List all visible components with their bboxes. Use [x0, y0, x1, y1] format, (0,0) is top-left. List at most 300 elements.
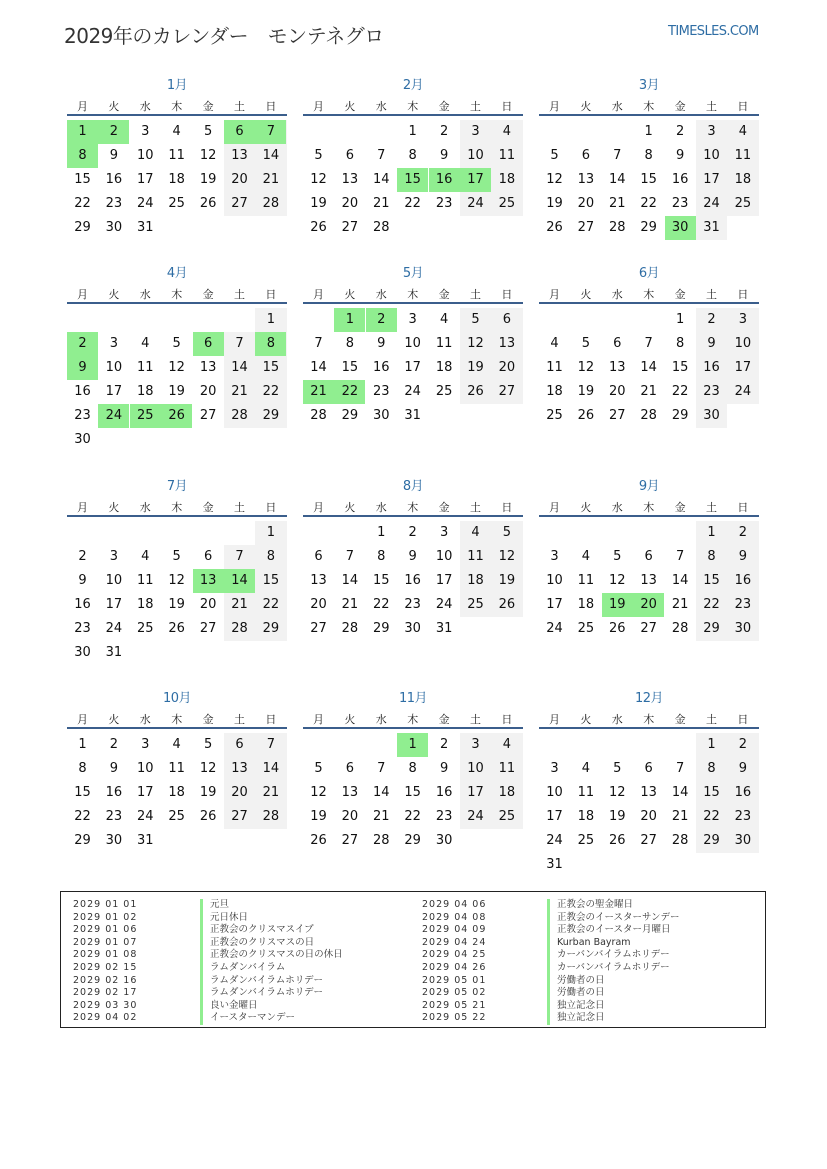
- calendar-date: 11: [498, 148, 516, 163]
- calendar-date: 14: [640, 360, 657, 375]
- weekday-header: 木: [171, 100, 183, 113]
- weekday-header: 火: [580, 713, 592, 726]
- calendar-date: 21: [373, 196, 390, 211]
- calendar-date: 2: [675, 124, 685, 139]
- calendar-date: 11: [577, 573, 595, 588]
- calendar-date: 9: [439, 761, 449, 776]
- calendar-date: 18: [498, 785, 516, 800]
- weekday-header: 日: [737, 713, 749, 726]
- header-separator: [67, 515, 287, 517]
- calendar-date: 15: [640, 172, 657, 187]
- calendar-date: 4: [581, 549, 591, 564]
- header-separator: [303, 302, 523, 304]
- weekday-header: 土: [706, 713, 717, 726]
- calendar-date: 25: [467, 597, 484, 612]
- calendar-date: 8: [266, 549, 276, 564]
- calendar-date: 16: [373, 360, 390, 375]
- calendar-date: 25: [498, 196, 516, 211]
- month-calendar: [67, 475, 287, 665]
- holiday-date: 14: [224, 569, 255, 593]
- calendar-date: 2: [439, 124, 449, 139]
- holiday-date: 2: [98, 120, 129, 144]
- calendar-date: 22: [74, 809, 91, 824]
- weekday-header: 月: [77, 501, 88, 514]
- holiday-name-text: 正教会のイースターサンデー: [547, 912, 680, 925]
- holiday-date-text: 2029 02 15: [73, 962, 138, 973]
- calendar-date: 29: [703, 833, 720, 848]
- calendar-date: 9: [675, 148, 685, 163]
- calendar-date: 11: [734, 148, 752, 163]
- calendar-date: 13: [231, 148, 248, 163]
- calendar-date: 13: [341, 785, 359, 800]
- calendar-date: 22: [373, 597, 390, 612]
- calendar-date: 25: [498, 809, 516, 824]
- calendar-date: 7: [235, 336, 244, 351]
- calendar-date: 17: [105, 384, 123, 399]
- calendar-date: 16: [105, 785, 123, 800]
- calendar-date: 30: [734, 833, 752, 848]
- holiday-name-text: 正教会の聖金曜日: [547, 899, 633, 912]
- calendar-date: 4: [502, 124, 512, 139]
- header-separator: [539, 114, 759, 116]
- calendar-date: 1: [78, 737, 87, 752]
- calendar-date: 10: [703, 148, 720, 163]
- calendar-date: 10: [546, 785, 563, 800]
- weekday-header: 金: [202, 100, 214, 113]
- calendar-date: 6: [235, 737, 244, 752]
- weekday-header: 木: [407, 100, 419, 113]
- calendar-date: 20: [577, 196, 595, 211]
- calendar-date: 19: [609, 809, 626, 824]
- holiday-date: 24: [98, 404, 129, 428]
- calendar-date: 10: [105, 360, 123, 375]
- weekday-header: 日: [265, 713, 277, 726]
- weekday-header: 水: [375, 713, 387, 726]
- calendar-date: 28: [609, 220, 626, 235]
- site-brand-link[interactable]: TIMESLES.COM: [668, 24, 759, 39]
- calendar-date: 20: [231, 172, 248, 187]
- calendar-date: 31: [546, 857, 563, 872]
- calendar-date: 12: [310, 785, 327, 800]
- calendar-date: 1: [644, 124, 653, 139]
- holiday-name-text: 正教会のクリスマスイブ: [200, 924, 314, 937]
- holiday-date: 25: [130, 404, 161, 428]
- calendar-date: 18: [435, 360, 453, 375]
- calendar-date: 10: [467, 761, 484, 776]
- header-separator: [539, 302, 759, 304]
- holiday-date-text: 2029 03 30: [73, 999, 138, 1011]
- weekday-header: 金: [674, 100, 686, 113]
- calendar-date: 2: [78, 549, 87, 564]
- month-calendar: [303, 687, 523, 853]
- calendar-date: 22: [703, 597, 720, 612]
- calendar-date: 26: [310, 220, 327, 235]
- month-name: 4月: [166, 266, 188, 281]
- holiday-date-text: 2029 01 08: [73, 949, 138, 961]
- holiday-name-text: ラムダンバイラムホリデー: [200, 987, 323, 1000]
- calendar-date: 13: [199, 360, 217, 375]
- month-name: 10月: [162, 691, 192, 706]
- calendar-date: 30: [404, 621, 421, 636]
- weekday-header: 日: [265, 100, 277, 113]
- calendar-date: 24: [435, 597, 453, 612]
- calendar-date: 10: [137, 761, 154, 776]
- weekday-header: 月: [77, 713, 88, 726]
- calendar-date: 22: [404, 809, 421, 824]
- calendar-date: 2: [408, 525, 417, 540]
- weekday-header: 水: [139, 288, 151, 301]
- weekday-header: 火: [580, 100, 592, 113]
- calendar-date: 8: [675, 336, 685, 351]
- calendar-date: 1: [377, 525, 386, 540]
- weekday-header: 水: [611, 713, 623, 726]
- calendar-date: 21: [262, 785, 280, 800]
- holiday-date-text: 2029 01 07: [73, 936, 138, 948]
- calendar-date: 11: [435, 336, 453, 351]
- calendar-date: 7: [377, 148, 386, 163]
- calendar-date: 31: [137, 220, 154, 235]
- calendar-date: 30: [373, 408, 390, 423]
- calendar-date: 22: [703, 809, 720, 824]
- calendar-date: 21: [671, 597, 689, 612]
- holiday-name-text: 独立記念日: [547, 1012, 605, 1025]
- holiday-name-text: カーバンバイラムホリデー: [547, 949, 670, 962]
- calendar-date: 28: [341, 621, 359, 636]
- holiday-name-text: 正教会のクリスマスの日: [200, 937, 314, 950]
- calendar-date: 8: [377, 549, 386, 564]
- month-calendar: [539, 475, 759, 641]
- holiday-date: 17: [460, 168, 491, 192]
- weekday-header: 土: [706, 100, 717, 113]
- holiday-name-text: ラムダンバイラム: [200, 962, 285, 975]
- calendar-date: 5: [203, 124, 213, 139]
- holiday-date: 6: [193, 332, 224, 356]
- holiday-name-text: 労働者の日: [547, 975, 605, 988]
- holiday-date: 1: [67, 120, 98, 144]
- calendar-date: 18: [498, 172, 516, 187]
- weekday-header: 月: [549, 100, 560, 113]
- calendar-date: 26: [310, 833, 327, 848]
- calendar-date: 24: [734, 384, 752, 399]
- calendar-date: 7: [644, 336, 653, 351]
- weekday-header: 火: [344, 288, 356, 301]
- month-calendar: [539, 262, 759, 428]
- calendar-date: 15: [74, 172, 91, 187]
- calendar-date: 3: [109, 336, 119, 351]
- holiday-date: 2: [67, 332, 98, 356]
- calendar-date: 3: [408, 312, 417, 327]
- month-calendar: [67, 74, 287, 240]
- calendar-date: 18: [577, 597, 595, 612]
- calendar-date: 29: [262, 408, 280, 423]
- calendar-date: 7: [675, 549, 685, 564]
- calendar-date: 1: [675, 312, 685, 327]
- calendar-date: 16: [74, 384, 91, 399]
- calendar-date: 23: [105, 196, 123, 211]
- holiday-date: 30: [665, 216, 696, 240]
- calendar-date: 23: [671, 196, 689, 211]
- weekday-header: 土: [470, 288, 481, 301]
- holiday-date: 22: [334, 380, 365, 404]
- weekday-header: 土: [470, 501, 481, 514]
- calendar-date: 11: [168, 761, 185, 776]
- calendar-date: 30: [74, 432, 91, 447]
- calendar-date: 24: [546, 621, 563, 636]
- calendar-date: 17: [546, 809, 563, 824]
- holiday-date: 2: [366, 308, 397, 332]
- calendar-date: 6: [314, 549, 323, 564]
- calendar-date: 17: [137, 172, 154, 187]
- calendar-date: 6: [345, 761, 355, 776]
- calendar-date: 16: [734, 573, 752, 588]
- header-separator: [67, 114, 287, 116]
- holiday-name-text: 正教会のイースター月曜日: [547, 924, 671, 937]
- calendar-date: 1: [707, 737, 716, 752]
- weekday-header: 土: [706, 501, 717, 514]
- holiday-date-text: 2029 04 02: [73, 1012, 138, 1024]
- calendar-date: 19: [467, 360, 484, 375]
- calendar-date: 14: [262, 148, 280, 163]
- calendar-date: 4: [502, 737, 512, 752]
- calendar-date: 18: [137, 597, 154, 612]
- calendar-date: 19: [168, 384, 185, 399]
- calendar-date: 5: [471, 312, 480, 327]
- calendar-date: 17: [546, 597, 563, 612]
- calendar-date: 21: [671, 809, 689, 824]
- calendar-date: 11: [546, 360, 563, 375]
- calendar-date: 14: [231, 360, 248, 375]
- weekday-header: 木: [407, 713, 419, 726]
- holiday-date: 21: [303, 380, 334, 404]
- calendar-date: 16: [74, 597, 91, 612]
- calendar-date: 5: [502, 525, 512, 540]
- calendar-date: 16: [703, 360, 720, 375]
- calendar-date: 28: [262, 809, 280, 824]
- holiday-date-text: 2029 01 01: [73, 899, 138, 910]
- calendar-date: 18: [734, 172, 752, 187]
- calendar-date: 23: [734, 809, 752, 824]
- page-title: 2029年のカレンダー モンテネグロ: [64, 24, 384, 48]
- calendar-date: 13: [609, 360, 626, 375]
- holiday-date: 1: [334, 308, 365, 332]
- holiday-date: 8: [67, 144, 98, 168]
- month-name: 7月: [166, 479, 188, 494]
- weekday-header: 金: [202, 288, 214, 301]
- weekday-header: 金: [438, 713, 450, 726]
- calendar-date: 22: [404, 196, 421, 211]
- calendar-date: 19: [168, 597, 185, 612]
- calendar-date: 14: [609, 172, 626, 187]
- header-separator: [67, 727, 287, 729]
- weekday-header: 月: [313, 501, 324, 514]
- calendar-date: 12: [577, 360, 595, 375]
- calendar-date: 20: [199, 384, 217, 399]
- weekday-header: 火: [344, 713, 356, 726]
- calendar-date: 16: [734, 785, 752, 800]
- calendar-date: 23: [435, 196, 453, 211]
- calendar-date: 27: [231, 196, 248, 211]
- calendar-date: 27: [577, 220, 595, 235]
- calendar-date: 12: [498, 549, 516, 564]
- calendar-date: 27: [640, 621, 657, 636]
- calendar-date: 23: [74, 408, 91, 423]
- holiday-date-text: 2029 04 26: [422, 962, 487, 973]
- weekday-header: 水: [139, 501, 151, 514]
- calendar-date: 29: [404, 833, 421, 848]
- calendar-date: 5: [203, 737, 213, 752]
- holiday-date: 20: [633, 593, 664, 617]
- calendar-date: 5: [314, 761, 323, 776]
- calendar-date: 4: [141, 549, 150, 564]
- holiday-date: 15: [397, 168, 428, 192]
- weekday-header: 水: [139, 713, 151, 726]
- calendar-date: 29: [373, 621, 390, 636]
- month-calendar: [67, 262, 287, 452]
- header-separator: [303, 114, 523, 116]
- calendar-date: 13: [310, 573, 327, 588]
- calendar-date: 6: [345, 148, 355, 163]
- calendar-date: 14: [671, 573, 689, 588]
- weekday-header: 日: [737, 100, 749, 113]
- header-separator: [67, 302, 287, 304]
- calendar-date: 20: [609, 384, 626, 399]
- holiday-date-text: 2029 02 16: [73, 974, 138, 986]
- calendar-date: 24: [467, 809, 484, 824]
- holiday-date-text: 2029 01 02: [73, 911, 138, 923]
- calendar-date: 5: [172, 549, 181, 564]
- month-name: 6月: [638, 266, 660, 281]
- calendar-date: 13: [341, 172, 359, 187]
- calendar-date: 3: [738, 312, 748, 327]
- calendar-date: 8: [408, 148, 417, 163]
- calendar-date: 15: [671, 360, 689, 375]
- calendar-date: 6: [644, 761, 653, 776]
- weekday-header: 木: [407, 288, 419, 301]
- calendar-date: 10: [435, 549, 453, 564]
- calendar-date: 19: [199, 172, 217, 187]
- calendar-date: 17: [105, 597, 123, 612]
- calendar-date: 10: [105, 573, 123, 588]
- calendar-date: 23: [703, 384, 720, 399]
- calendar-date: 29: [671, 408, 689, 423]
- calendar-date: 21: [373, 809, 390, 824]
- calendar-date: 3: [471, 124, 480, 139]
- weekday-header: 火: [108, 288, 120, 301]
- weekday-header: 火: [580, 288, 592, 301]
- calendar-date: 10: [467, 148, 484, 163]
- month-calendar: [67, 687, 287, 853]
- weekday-header: 月: [313, 713, 324, 726]
- calendar-date: 10: [404, 336, 421, 351]
- calendar-date: 5: [581, 336, 591, 351]
- weekday-header: 金: [438, 288, 450, 301]
- holiday-date-text: 2029 05 01: [422, 974, 487, 986]
- calendar-date: 27: [199, 621, 217, 636]
- weekday-header: 水: [375, 501, 387, 514]
- calendar-date: 15: [262, 360, 280, 375]
- calendar-date: 15: [74, 785, 91, 800]
- weekday-header: 日: [737, 501, 749, 514]
- month-calendar: [539, 74, 759, 240]
- weekday-header: 土: [470, 100, 481, 113]
- calendar-date: 1: [266, 525, 276, 540]
- calendar-date: 24: [137, 809, 154, 824]
- calendar-date: 31: [105, 645, 123, 660]
- calendar-date: 30: [734, 621, 752, 636]
- calendar-date: 9: [738, 549, 748, 564]
- calendar-date: 14: [341, 573, 359, 588]
- calendar-date: 16: [404, 573, 421, 588]
- calendar-date: 2: [439, 737, 449, 752]
- weekday-header: 日: [501, 713, 513, 726]
- holiday-name-text: 元旦: [200, 899, 229, 912]
- calendar-date: 8: [78, 761, 87, 776]
- calendar-date: 5: [613, 549, 622, 564]
- weekday-header: 水: [139, 100, 151, 113]
- calendar-date: 18: [577, 809, 595, 824]
- header-separator: [303, 515, 523, 517]
- month-calendar: [303, 475, 523, 641]
- holiday-date-text: 2029 05 21: [422, 999, 487, 1011]
- calendar-date: 11: [467, 549, 484, 564]
- calendar-date: 29: [74, 833, 91, 848]
- weekday-header: 木: [171, 501, 183, 514]
- calendar-date: 20: [341, 809, 359, 824]
- calendar-date: 17: [137, 785, 154, 800]
- calendar-date: 26: [467, 384, 484, 399]
- calendar-date: 25: [734, 196, 752, 211]
- calendar-date: 28: [671, 621, 689, 636]
- weekday-header: 木: [171, 713, 183, 726]
- calendar-date: 16: [671, 172, 689, 187]
- calendar-date: 24: [137, 196, 154, 211]
- weekday-header: 火: [344, 100, 356, 113]
- calendar-date: 9: [439, 148, 449, 163]
- header-separator: [539, 515, 759, 517]
- calendar-date: 12: [310, 172, 327, 187]
- weekday-header: 金: [438, 100, 450, 113]
- calendar-date: 5: [172, 336, 181, 351]
- calendar-date: 13: [640, 785, 657, 800]
- calendar-date: 31: [435, 621, 453, 636]
- weekday-header: 土: [234, 100, 245, 113]
- calendar-date: 4: [141, 336, 150, 351]
- calendar-date: 27: [231, 809, 248, 824]
- month-name: 3月: [638, 78, 660, 93]
- calendar-date: 26: [609, 621, 626, 636]
- calendar-date: 31: [703, 220, 720, 235]
- calendar-date: 16: [435, 785, 453, 800]
- calendar-date: 7: [613, 148, 622, 163]
- calendar-date: 24: [546, 833, 563, 848]
- calendar-date: 11: [577, 785, 595, 800]
- calendar-date: 7: [377, 761, 386, 776]
- calendar-date: 26: [168, 621, 185, 636]
- calendar-date: 21: [262, 172, 280, 187]
- calendar-date: 24: [105, 621, 123, 636]
- calendar-date: 9: [78, 573, 87, 588]
- calendar-date: 25: [168, 196, 185, 211]
- calendar-date: 21: [341, 597, 359, 612]
- weekday-header: 水: [611, 288, 623, 301]
- holiday-name-text: 独立記念日: [547, 1000, 605, 1013]
- calendar-date: 30: [105, 220, 123, 235]
- calendar-date: 19: [498, 573, 516, 588]
- calendar-date: 8: [408, 761, 417, 776]
- calendar-date: 30: [74, 645, 91, 660]
- month-calendar: [539, 687, 759, 877]
- holiday-date: 6: [224, 120, 255, 144]
